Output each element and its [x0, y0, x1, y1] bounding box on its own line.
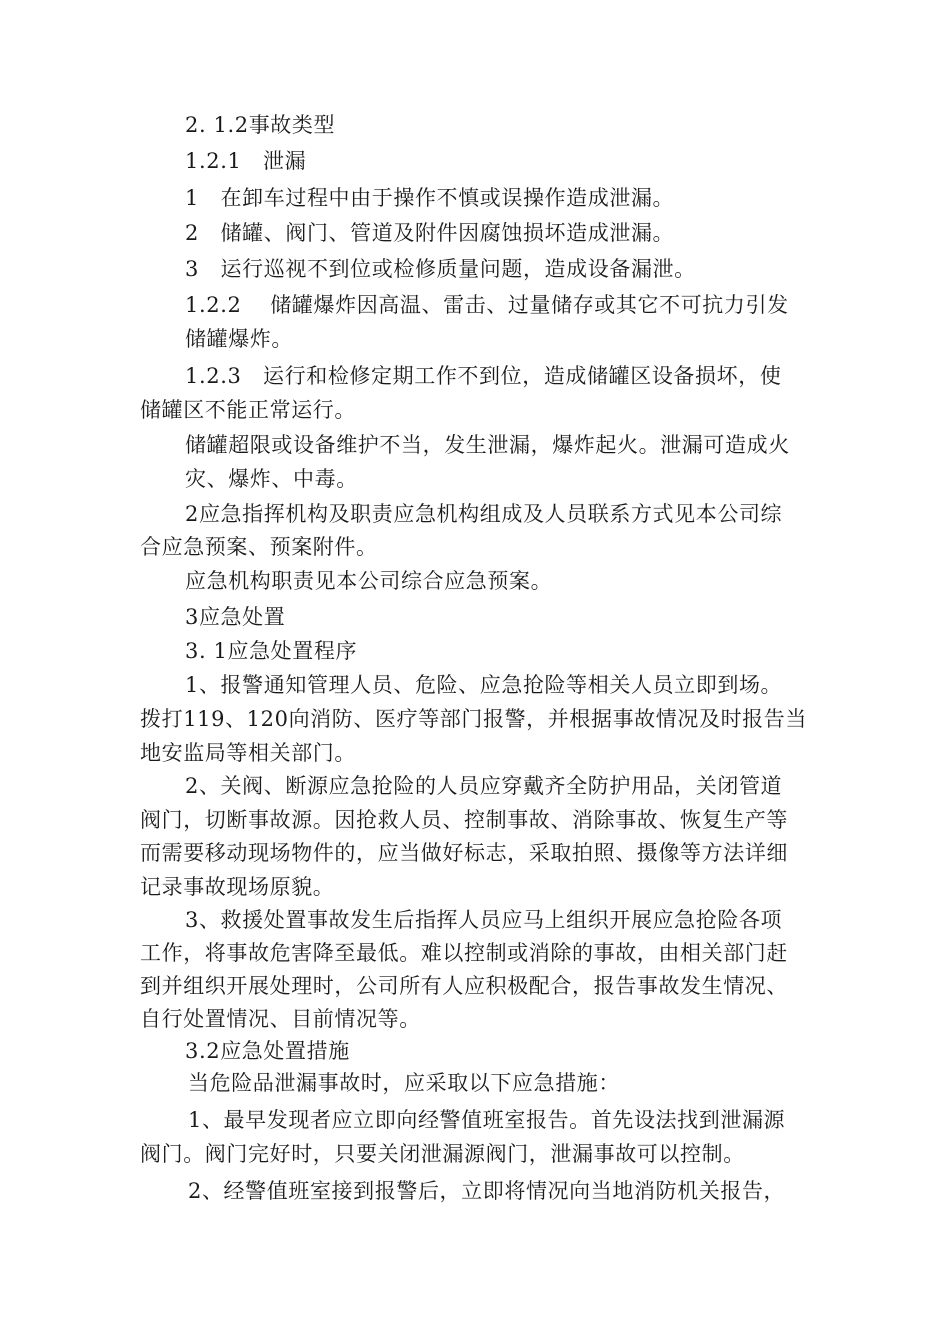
- list-item-leak-1: 1 在卸车过程中由于操作不慎或误操作造成泄漏。: [185, 186, 675, 210]
- procedure-3-line-4: 自行处置情况、目前情况等。: [140, 1007, 421, 1031]
- measure-2-line-1: 2、经警值班室接到报警后，立即将情况向当地消防机关报告，: [188, 1179, 786, 1203]
- procedure-2-line-2: 阀门，切断事故源。因抢救人员、控制事故、消除事故、恢复生产等: [140, 808, 788, 832]
- section-3-heading: 3应急处置: [185, 605, 286, 629]
- procedure-2-line-3: 而需要移动现场物件的，应当做好标志，采取拍照、摄像等方法详细: [140, 841, 788, 865]
- subsection-heading-1-2-1: 1.2.1 泄漏: [185, 149, 307, 173]
- measure-1-line-1: 1、最早发现者应立即向经警值班室报告。首先设法找到泄漏源: [188, 1108, 786, 1132]
- procedure-1-line-2: 拨打119、120向消防、医疗等部门报警，并根据事故情况及时报告当: [140, 707, 807, 731]
- subsection-1-2-2-line-1: 1.2.2 储罐爆炸因高温、雷击、过量储存或其它不可抗力引发: [185, 293, 789, 317]
- procedure-1-line-1: 1、报警通知管理人员、危险、应急抢险等相关人员立即到场。: [185, 673, 783, 697]
- measures-intro: 当危险品泄漏事故时，应采取以下应急措施：: [188, 1071, 620, 1095]
- subsection-1-2-2-line-2: 储罐爆炸。: [185, 327, 293, 351]
- paragraph-overlimit-line-1: 储罐超限或设备维护不当，发生泄漏，爆炸起火。泄漏可造成火: [185, 433, 790, 457]
- list-item-leak-2: 2 储罐、阀门、管道及附件因腐蚀损坏造成泄漏。: [185, 221, 675, 245]
- subsection-1-2-3-line-2: 储罐区不能正常运行。: [140, 398, 356, 422]
- section-heading-1-2: 2. 1.2事故类型: [185, 113, 336, 137]
- procedure-1-line-3: 地安监局等相关部门。: [140, 741, 356, 765]
- list-item-leak-3: 3 运行巡视不到位或检修质量问题，造成设备漏泄。: [185, 257, 696, 281]
- procedure-3-line-3: 到并组织开展处理时，公司所有人应积极配合，报告事故发生情况、: [140, 974, 788, 998]
- section-2-line-1: 2应急指挥机构及职责应急机构组成及人员联系方式见本公司综: [185, 502, 783, 526]
- subsection-1-2-3-line-1: 1.2.3 运行和检修定期工作不到位，造成储罐区设备损坏，使: [185, 364, 782, 388]
- procedure-2-line-4: 记录事故现场原貌。: [140, 875, 335, 899]
- measure-1-line-2: 阀门。阀门完好时，只要关闭泄漏源阀门，泄漏事故可以控制。: [140, 1142, 745, 1166]
- procedure-3-line-2: 工作，将事故危害降至最低。难以控制或消除的事故，由相关部门赶: [140, 941, 788, 965]
- section-3-2-heading: 3.2应急处置措施: [185, 1039, 350, 1063]
- section-2-duties: 应急机构职责见本公司综合应急预案。: [185, 569, 553, 593]
- paragraph-overlimit-line-2: 灾、爆炸、中毒。: [185, 467, 358, 491]
- procedure-2-line-1: 2、关阀、断源应急抢险的人员应穿戴齐全防护用品，关闭管道: [185, 774, 783, 798]
- section-2-line-2: 合应急预案、预案附件。: [140, 535, 378, 559]
- section-3-1-heading: 3. 1应急处置程序: [185, 639, 358, 663]
- procedure-3-line-1: 3、救援处置事故发生后指挥人员应马上组织开展应急抢险各项: [185, 908, 783, 932]
